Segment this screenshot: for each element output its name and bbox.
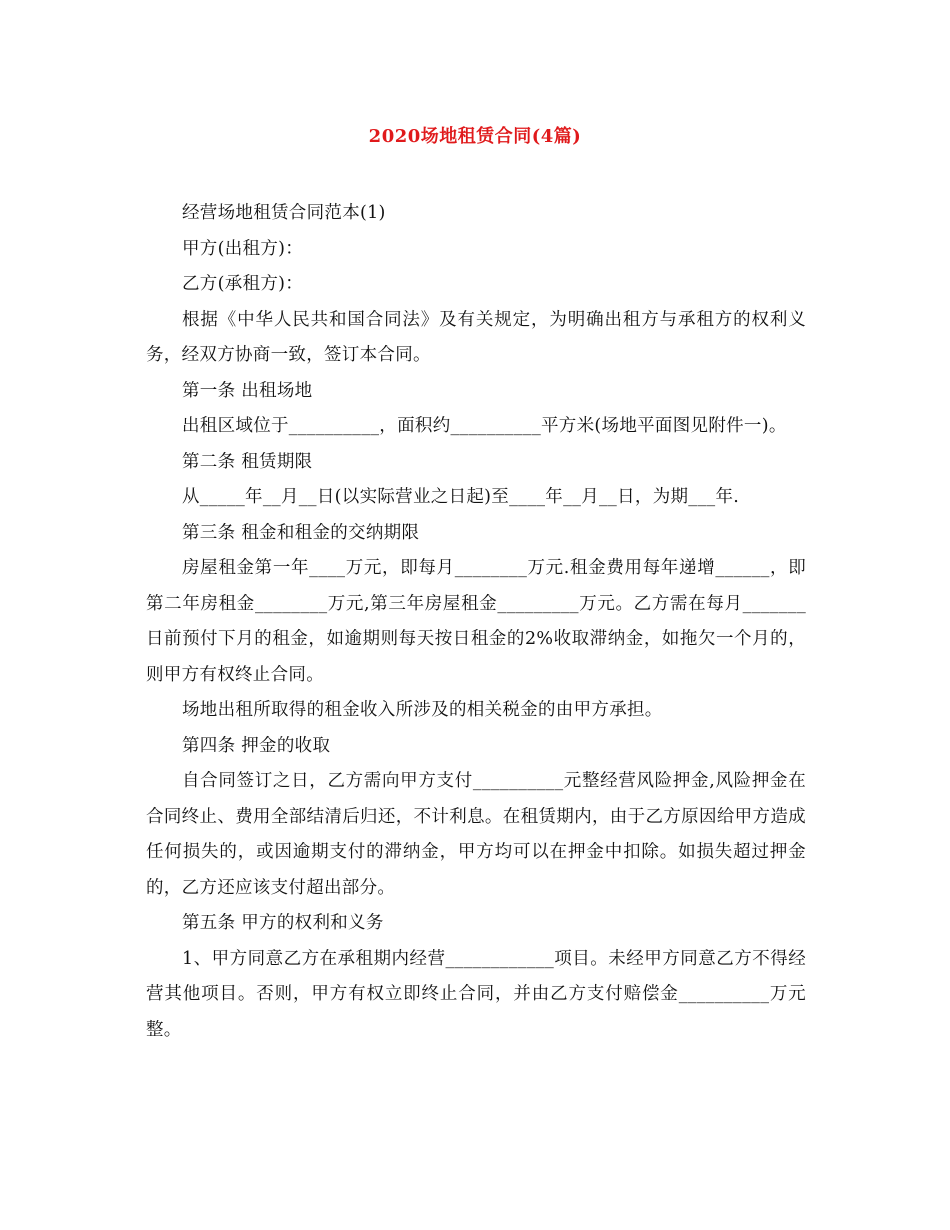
document-title: 2020场地租赁合同(4篇): [368, 126, 582, 147]
paragraph-article-1: 出租区域位于__________，面积约__________平方米(场地平面图见附件一)。: [182, 416, 787, 436]
paragraph-contract-subtitle: 经营场地租赁合同范本(1): [182, 203, 386, 223]
heading-article-1: 第一条 出租场地: [182, 380, 313, 401]
heading-article-4: 第四条 押金的收取: [182, 735, 331, 756]
paragraph-party-a: 甲方(出租方)：: [182, 238, 304, 259]
paragraph-article-5-item-1: 1、甲方同意乙方在承租期内经营____________项目。未经甲方同意乙方不得经营其他项目。否则，甲方有权立即终止合同，并由乙方支付赔偿金__________万元整。: [146, 948, 806, 1040]
paragraph-article-3-tax: 场地出租所取得的租金收入所涉及的相关税金的由甲方承担。: [182, 700, 663, 720]
paragraph-article-3-rent: 房屋租金第一年____万元，即每月________万元.租金费用每年递增______，即第二年房租金________万元,第三年房屋租金_________万元。乙方需在每月_______日前预付下月的租金，如逾期则每天按日租金的2%收取滞纳金，如拖欠一个月的，则甲方有权终止合同。: [146, 558, 806, 685]
heading-article-2: 第二条 租赁期限: [182, 451, 313, 472]
paragraph-article-2: 从_____年__月__日(以实际营业之日起)至____年__月__日，为期___年.: [182, 487, 740, 507]
paragraph-preamble: 根据《中华人民共和国合同法》及有关规定，为明确出租方与承租方的权利义务，经双方协商一致，签订本合同。: [146, 309, 806, 365]
document-body: [146, 196, 806, 1048]
heading-article-5: 第五条 甲方的权利和义务: [182, 913, 384, 933]
heading-article-3: 第三条 租金和租金的交纳期限: [182, 522, 420, 543]
paragraph-party-b: 乙方(承租方)：: [182, 274, 304, 294]
paragraph-article-4: 自合同签订之日，乙方需向甲方支付__________元整经营风险押金,风险押金在合同终止、费用全部结清后归还，不计利息。在租赁期内，由于乙方原因给甲方造成任何损失的，或因逾期支付的滞纳金，甲方均可以在押金中扣除。如损失超过押金的，乙方还应该支付超出部分。: [146, 771, 806, 898]
